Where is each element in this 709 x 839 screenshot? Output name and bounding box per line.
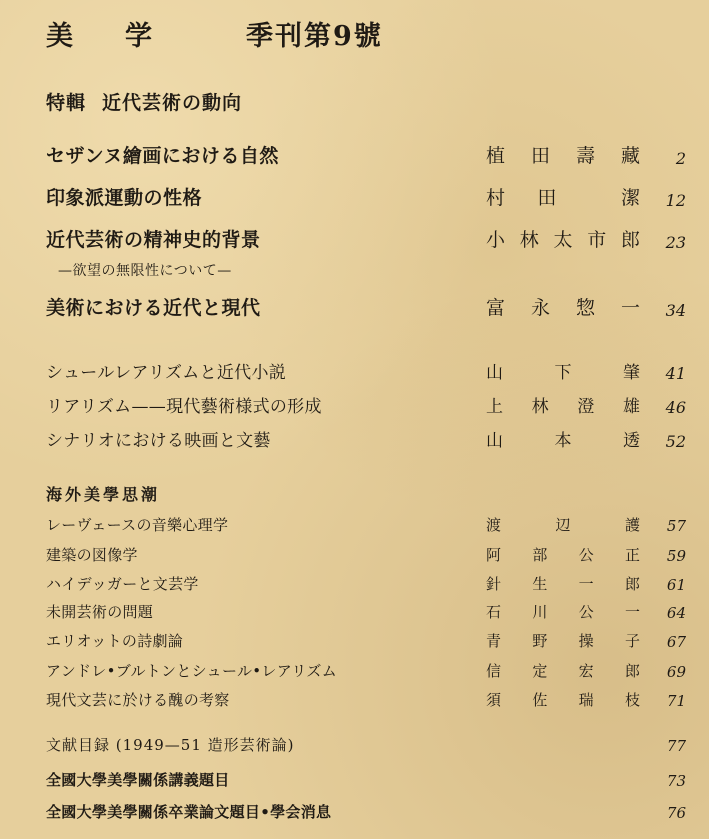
entry-page-number: 52	[665, 432, 686, 451]
entry-author: 須 佐 瑞 枝	[486, 691, 640, 709]
entry-title: シュールレアリズムと近代小説	[46, 363, 287, 383]
toc-entry	[46, 421, 686, 451]
entry-author: 針 生 一 郎	[486, 575, 640, 593]
entry-author: 石 川 公 一	[486, 603, 640, 621]
entry-page-number: 67	[666, 633, 686, 651]
bibliography-title: 文献目録 (1949—51 造形芸術論)	[46, 736, 295, 754]
entry-page-number: 23	[665, 233, 686, 252]
toc-entry	[46, 680, 686, 710]
entry-page-number: 46	[665, 398, 686, 417]
toc-entry	[46, 651, 686, 681]
entry-title: エリオットの詩劇論	[46, 632, 184, 650]
journal-title: 美学	[46, 21, 204, 52]
entry-title: 全國大學美學關係卒業論文題目•學会消息	[46, 803, 332, 821]
masthead	[46, 14, 666, 54]
entry-title: シナリオにおける映画と文藝	[46, 431, 271, 451]
entry-page-number: 64	[666, 604, 686, 622]
entry-page-number: 71	[666, 692, 686, 710]
bibliography-row	[46, 725, 686, 755]
toc-entry	[46, 290, 686, 320]
entry-author: 青 野 操 子	[486, 632, 640, 650]
toc-entry	[46, 138, 686, 168]
toc-entry	[46, 353, 686, 383]
entry-page-number: 41	[665, 364, 686, 383]
entry-page-number: 61	[666, 576, 686, 594]
entry-page-number: 76	[666, 804, 686, 822]
entry-author: 渡 辺 護	[486, 516, 640, 534]
article-subtitle: —欲望の無限性について—	[58, 263, 232, 279]
issue-label: 季刊第9號	[246, 21, 383, 52]
entry-page-number: 69	[666, 663, 686, 681]
entry-author: 山 本 透	[486, 431, 640, 451]
entry-page-number: 12	[665, 191, 686, 210]
entry-page-number: 57	[666, 517, 686, 535]
section-heading-overseas: 海外美學思潮	[46, 485, 161, 504]
entry-author: 小 林 太 市 郎	[486, 229, 640, 251]
entry-title: 印象派運動の性格	[46, 187, 203, 209]
feature-heading	[46, 88, 242, 115]
toc-entry	[46, 535, 686, 565]
entry-title: アンドレ•ブルトンとシュール•レアリズム	[46, 662, 337, 680]
bibliography-page: 77	[666, 737, 686, 755]
toc-entry	[46, 760, 686, 790]
toc-entry	[46, 792, 686, 822]
entry-title: ハイデッガーと文芸学	[46, 575, 199, 593]
entry-page-number: 2	[675, 149, 686, 168]
entry-title: 美術における近代と現代	[46, 297, 261, 319]
entry-title: 未開芸術の問題	[46, 603, 154, 621]
entry-author: 山 下 肇	[486, 363, 640, 383]
entry-author: 上 林 澄 雄	[486, 397, 640, 417]
entry-author: 信 定 宏 郎	[486, 662, 640, 680]
entry-title: 現代文芸に於ける醜の考察	[46, 691, 230, 709]
entry-page-number: 59	[666, 547, 686, 565]
entry-page-number: 34	[665, 301, 686, 320]
toc-entry	[46, 180, 686, 210]
feature-label: 特輯	[46, 92, 87, 114]
entry-author: 阿 部 公 正	[486, 546, 640, 564]
toc-entry	[46, 505, 686, 535]
entry-title: レーヴェースの音樂心理学	[46, 516, 229, 534]
toc-entry	[46, 592, 686, 622]
entry-title: 全國大學美學關係講義題目	[46, 771, 230, 789]
toc-entry	[46, 621, 686, 651]
entry-title: リアリズム——現代藝術様式の形成	[46, 397, 322, 417]
entry-title: セザンヌ繪画における自然	[46, 145, 279, 167]
entry-author: 村 田 潔	[486, 187, 640, 209]
feature-title: 近代芸術の動向	[102, 92, 243, 114]
entry-title: 建築の図像学	[46, 546, 138, 564]
entry-title: 近代芸術の精神史的背景	[46, 229, 261, 251]
toc-entry	[46, 222, 686, 252]
entry-author: 富 永 惣 一	[486, 297, 640, 319]
toc-entry	[46, 564, 686, 594]
toc-entry	[46, 387, 686, 417]
entry-author: 植 田 壽 藏	[486, 145, 640, 167]
entry-page-number: 73	[666, 772, 686, 790]
